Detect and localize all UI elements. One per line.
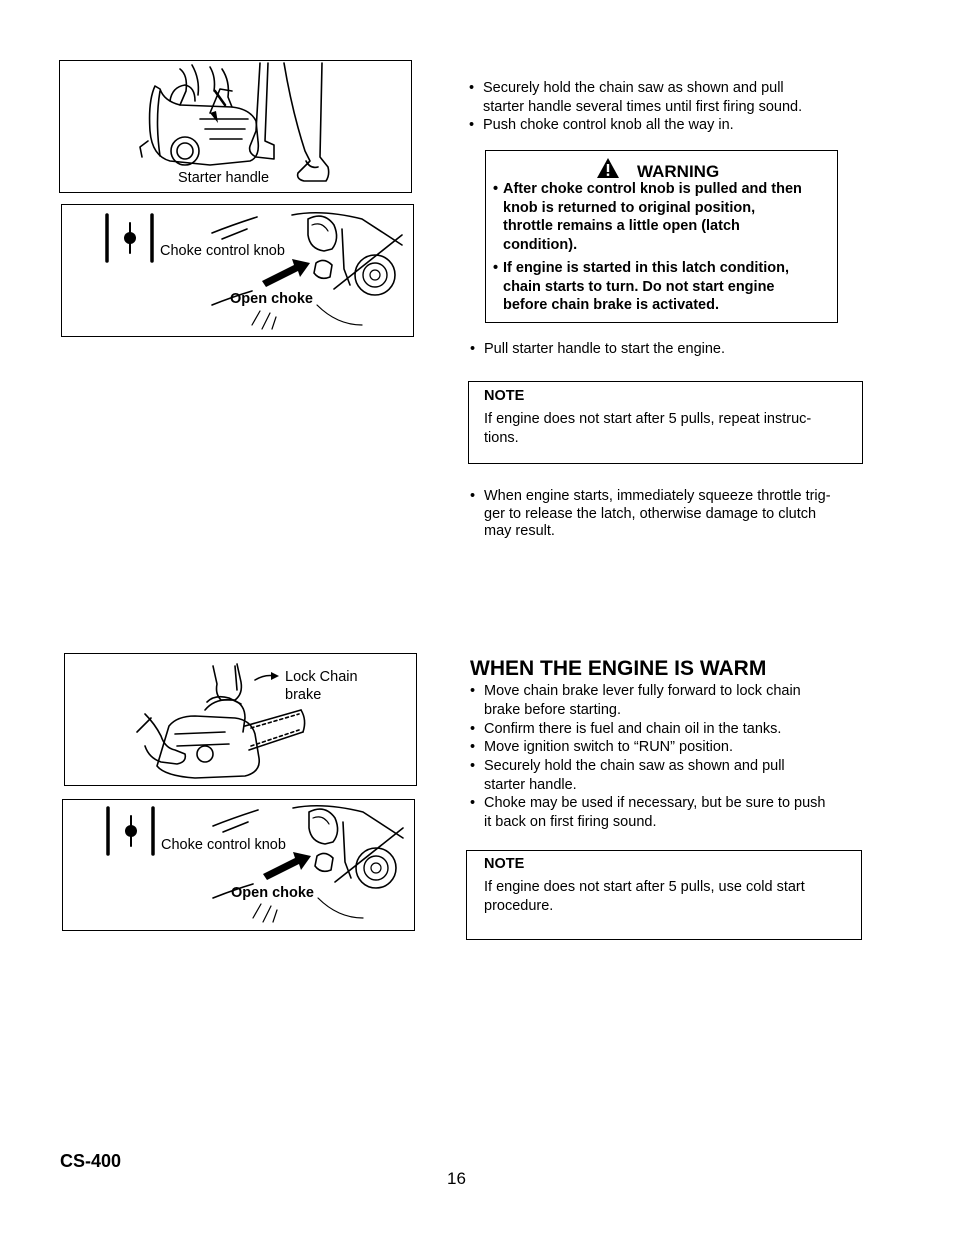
starter-handle-label: Starter handle [178, 170, 270, 186]
note-title: NOTE [484, 856, 525, 872]
choke-knob-illustration [62, 205, 415, 338]
warm-engine-heading: WHEN THE ENGINE IS WARM [470, 657, 767, 680]
choke-control-knob-label: Choke control knob [160, 243, 285, 259]
warning-box [485, 150, 838, 323]
bullet-push-choke: • Push choke control knob all the way in. [469, 117, 734, 133]
note-line-2: procedure. [484, 898, 554, 914]
model-number: CS-400 [60, 1151, 122, 1171]
bullet-fuel-oil: • Confirm there is fuel and chain oil in the tanks. [470, 721, 782, 737]
bullet-ignition-run: • Move ignition switch to “RUN” position. [470, 739, 734, 755]
open-choke-label: Open choke [231, 885, 314, 901]
note-line-2: tions. [484, 430, 519, 446]
note-box-repeat [468, 381, 863, 464]
note-line-1: If engine does not start after 5 pulls, use cold start [484, 879, 805, 895]
bullet-hold-saw: • Securely hold the chain saw as shown and pull starter handle several times until first firing sound. [469, 80, 803, 115]
bullet-chain-brake: • Move chain brake lever fully forward to lock chain brake before starting. [470, 683, 801, 718]
figure-choke-knob-cold [61, 204, 414, 337]
choke-control-knob-label: Choke control knob [161, 837, 286, 853]
note-title: NOTE [484, 388, 525, 404]
warning-title: WARNING [637, 162, 720, 181]
figure-lock-chain-brake [64, 653, 417, 786]
lock-chain-label: Lock Chain [285, 669, 358, 685]
chainsaw-brake-illustration [65, 654, 418, 787]
choke-knob-illustration [63, 800, 416, 932]
page-number: 16 [447, 1169, 466, 1188]
bullet-hold-pull: • Securely hold the chain saw as shown and pull starter handle. [470, 758, 785, 793]
note-box-cold-start [466, 850, 862, 940]
bullet-pull-starter: • Pull starter handle to start the engine. [470, 341, 726, 357]
bullet-choke-optional: • Choke may be used if necessary, but be sure to push it back on first firing sound. [470, 795, 826, 830]
note-line-1: If engine does not start after 5 pulls, repeat instruc- [484, 411, 812, 427]
brake-label: brake [285, 687, 322, 703]
warning-triangle-icon [596, 157, 620, 179]
open-choke-label: Open choke [230, 291, 313, 307]
figure-starter-handle [59, 60, 412, 193]
figure-choke-knob-warm [62, 799, 415, 931]
bullet-engine-starts: • When engine starts, immediately squeeze throttle trig- ger to release the latch, otherwise damage to clutch may result. [470, 488, 831, 539]
warning-item-latch: • After choke control knob is pulled and then knob is returned to original position, throttle remains a little open (latch condition). [493, 181, 802, 253]
warning-item-chain-turn: • If engine is started in this latch condition, chain starts to turn. Do not start engine before chain brake is activated. [493, 260, 789, 313]
